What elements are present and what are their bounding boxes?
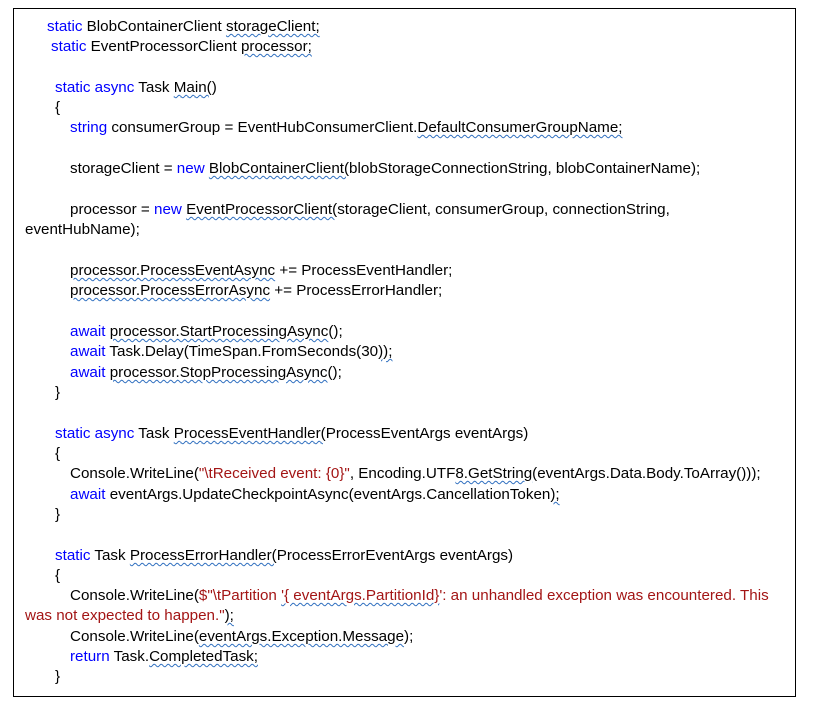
code-token: new bbox=[154, 201, 182, 218]
code-token: CompletedTask; bbox=[149, 648, 258, 665]
code-token: processor.ProcessEventAsync bbox=[70, 262, 276, 279]
code-token: '{ eventArgs.PartitionId} bbox=[281, 587, 440, 604]
code-token: storageClient, consumerGroup, connectionString, bbox=[337, 201, 670, 218]
code-token: new bbox=[176, 160, 205, 177]
code-line bbox=[70, 323, 343, 341]
code-token: eventArgs.Exception.Message bbox=[198, 628, 405, 645]
code-line bbox=[55, 668, 60, 686]
code-token: ProcessEventHandler( bbox=[173, 425, 326, 442]
code-line bbox=[70, 282, 442, 300]
code-line bbox=[70, 262, 452, 280]
code-token: "\tReceived event: {0}" bbox=[198, 465, 350, 482]
code-token: static bbox=[51, 38, 87, 55]
code-token: (); bbox=[328, 323, 343, 340]
code-token: was not expected to happen." bbox=[25, 607, 225, 624]
code-token: ProcessErrorHandler( bbox=[129, 547, 277, 564]
code-token: BlobContainerClient( bbox=[208, 160, 350, 177]
code-token: await bbox=[70, 323, 106, 340]
code-token: $"\tPartition bbox=[198, 587, 282, 604]
code-token: { bbox=[55, 445, 61, 462]
code-line bbox=[55, 567, 60, 585]
code-token: eventArgs.UpdateCheckpointAsync(eventArgs.CancellationToken bbox=[105, 486, 551, 503]
code-line bbox=[55, 425, 528, 443]
code-token: Task bbox=[134, 425, 174, 442]
code-token: Task bbox=[134, 79, 174, 96]
code-token: blobStorageConnectionString, blobContainerName); bbox=[349, 160, 701, 177]
code-line bbox=[55, 547, 513, 565]
code-token: 8.GetString bbox=[455, 465, 533, 482]
code-token: processor.ProcessErrorAsync bbox=[70, 282, 271, 299]
code-token: Task. bbox=[109, 648, 150, 665]
code-token: Main( bbox=[173, 79, 212, 96]
code-line bbox=[70, 160, 700, 178]
code-token: ); bbox=[550, 486, 560, 503]
code-token: )); bbox=[378, 343, 393, 360]
code-token: += ProcessEventHandler; bbox=[275, 262, 453, 279]
code-token: { bbox=[55, 567, 61, 584]
code-token: await bbox=[70, 343, 106, 360]
code-listing bbox=[13, 8, 796, 697]
code-token: ) bbox=[211, 79, 217, 96]
code-token: static bbox=[47, 18, 83, 35]
code-token: DefaultConsumerGroupName; bbox=[417, 119, 623, 136]
code-token: BlobContainerClient bbox=[82, 18, 226, 35]
code-token: EventProcessorClient bbox=[86, 38, 241, 55]
code-line bbox=[70, 364, 342, 382]
code-token: (); bbox=[327, 364, 342, 381]
code-token: } bbox=[55, 668, 61, 685]
code-token: static bbox=[55, 547, 91, 564]
code-token: { bbox=[55, 99, 61, 116]
code-line bbox=[51, 38, 312, 56]
code-token: } bbox=[55, 506, 61, 523]
code-token: (eventArgs.Data.Body.ToArray())); bbox=[532, 465, 761, 482]
code-line bbox=[55, 445, 60, 463]
code-line bbox=[70, 628, 413, 646]
code-token: storageClient = bbox=[70, 160, 177, 177]
code-token: ); bbox=[224, 607, 234, 624]
code-line bbox=[70, 486, 560, 504]
code-token: processor; bbox=[240, 38, 312, 55]
code-token: Task.Delay(TimeSpan.FromSeconds(30 bbox=[105, 343, 379, 360]
code-token: EventProcessorClient( bbox=[186, 201, 338, 218]
code-token: static async bbox=[55, 79, 135, 96]
code-token: ': an unhandled exception was encountered. This bbox=[439, 587, 769, 604]
code-line bbox=[70, 587, 769, 605]
code-line bbox=[55, 79, 217, 97]
code-token: , Encoding.UTF bbox=[349, 465, 456, 482]
code-token: Console.WriteLine( bbox=[70, 587, 199, 604]
code-line bbox=[55, 506, 60, 524]
code-line bbox=[47, 18, 320, 36]
code-line bbox=[70, 648, 258, 666]
code-token: processor = bbox=[70, 201, 154, 218]
code-token: string bbox=[70, 119, 108, 136]
code-token: ); bbox=[404, 628, 414, 645]
code-token: ProcessErrorEventArgs eventArgs) bbox=[276, 547, 514, 564]
code-token: += ProcessErrorHandler; bbox=[270, 282, 443, 299]
code-token: Console.WriteLine( bbox=[70, 465, 199, 482]
code-line bbox=[55, 384, 60, 402]
code-token: static async bbox=[55, 425, 135, 442]
code-line bbox=[25, 607, 234, 625]
code-token: Task bbox=[90, 547, 130, 564]
code-token: storageClient; bbox=[225, 18, 320, 35]
code-line bbox=[25, 221, 140, 239]
code-line bbox=[70, 465, 761, 483]
code-token: processor.StopProcessingAsync bbox=[109, 364, 328, 381]
code-token: Console.WriteLine( bbox=[70, 628, 199, 645]
code-token: ProcessEventArgs eventArgs) bbox=[325, 425, 529, 442]
code-token: consumerGroup = EventHubConsumerClient. bbox=[107, 119, 418, 136]
code-line bbox=[70, 343, 392, 361]
code-token: processor.StartProcessingAsync bbox=[109, 323, 329, 340]
code-line bbox=[55, 99, 60, 117]
code-token: eventHubName); bbox=[25, 221, 140, 238]
code-token: } bbox=[55, 384, 61, 401]
code-line bbox=[70, 201, 670, 219]
code-token: await bbox=[70, 364, 106, 381]
code-line bbox=[70, 119, 623, 137]
code-token: await bbox=[70, 486, 106, 503]
code-token: return bbox=[70, 648, 110, 665]
